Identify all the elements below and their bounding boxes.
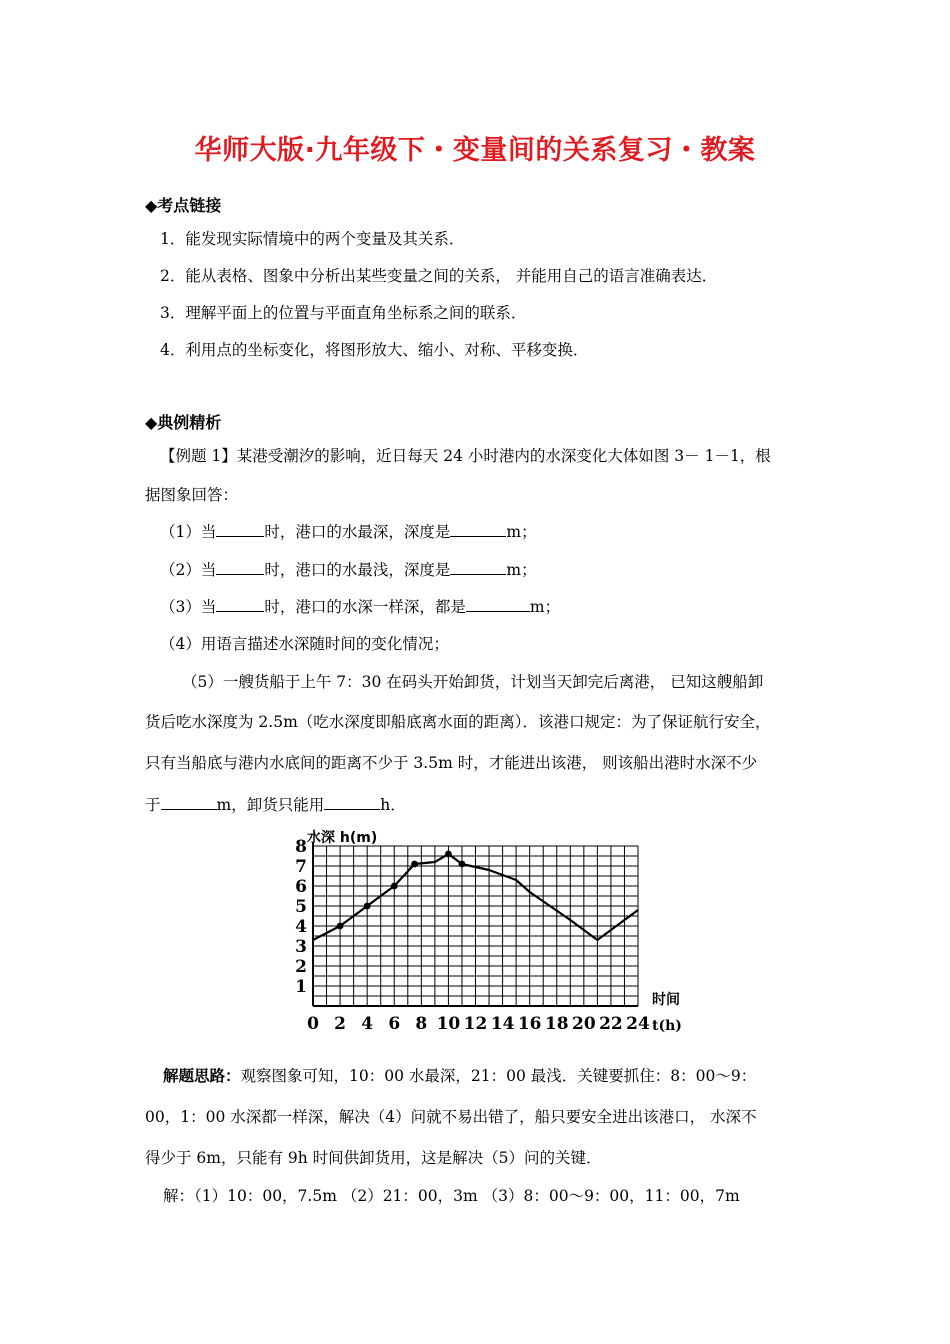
q5-part-a: 于 bbox=[145, 796, 161, 814]
x-tick-label: 2 bbox=[334, 1014, 347, 1034]
y-tick-label: 2 bbox=[295, 957, 307, 977]
x-tick-label: 6 bbox=[388, 1014, 401, 1034]
y-tick-label: 8 bbox=[295, 837, 307, 857]
q5-blank-depth bbox=[161, 795, 217, 810]
y-tick-label: 7 bbox=[295, 857, 307, 877]
question-5-line2: 货后吃水深度为 2.5m（吃水深度即船底离水面的距离）．该港口规定：为了保证航行安全， bbox=[145, 713, 771, 731]
answer-line1: 解：（1）10：00，7.5m （2）21：00，3m （3）8：00～9：00，11：00，7m bbox=[163, 1187, 740, 1205]
kaodian-item-4: 4．利用点的坐标变化，将图形放大、缩小、对称、平移变换． bbox=[160, 341, 589, 359]
q2-part-b: 时，港口的水最浅，深度是 bbox=[264, 561, 451, 579]
x-tick-label: 0 bbox=[307, 1014, 319, 1034]
q1-part-b: 时，港口的水最深，深度是 bbox=[264, 523, 451, 541]
y-axis-label: 水深 h(m) bbox=[307, 830, 378, 846]
analysis-line2: 00，1：00 水深都一样深，解决（4）问就不易出错了，船只要安全进出该港口， 水深不 bbox=[145, 1108, 757, 1126]
x-tick-label: 12 bbox=[463, 1014, 488, 1034]
water-depth-chart bbox=[285, 828, 695, 1038]
chart-grid bbox=[313, 846, 638, 1006]
x-tick-label: 24 bbox=[626, 1014, 650, 1034]
x-tick-label: 10 bbox=[436, 1014, 461, 1034]
y-tick-label: 1 bbox=[295, 977, 307, 997]
x-tick-label: 14 bbox=[490, 1014, 515, 1034]
q1-blank-depth bbox=[450, 522, 506, 537]
question-5-line4 bbox=[145, 795, 406, 815]
q3-part-b: 时，港口的水深一样深，都是 bbox=[264, 598, 466, 616]
q2-part-a: （2）当 bbox=[160, 561, 217, 579]
question-4: （4）用语言描述水深随时间的变化情况； bbox=[160, 635, 449, 653]
analysis-line3: 得少于 6m，只能有 9h 时间供卸货用，这是解决（5）问的关键． bbox=[145, 1149, 602, 1167]
page-title: 华师大版·九年级下・变量间的关系复习・教案 bbox=[194, 135, 756, 166]
q1-part-a: （1）当 bbox=[160, 523, 217, 541]
data-point bbox=[364, 903, 371, 910]
question-5-line1: （5）一艘货船于上午 7：30 在码头开始卸货，计划当天卸完后离港， 已知这艘船卸 bbox=[182, 673, 764, 691]
kaodian-item-1: 1．能发现实际情境中的两个变量及其关系． bbox=[160, 230, 465, 248]
data-point bbox=[445, 851, 452, 858]
q2-part-c: m； bbox=[506, 561, 537, 579]
x-tick-label: 18 bbox=[544, 1014, 569, 1034]
x-tick-label: 16 bbox=[517, 1014, 542, 1034]
q3-blank-depth bbox=[466, 597, 530, 612]
x-axis-label-line2: t(h) bbox=[652, 1018, 682, 1034]
example-intro-line2: 据图象回答： bbox=[145, 486, 239, 504]
section-heading-kaodian: ◆考点链接 bbox=[145, 196, 222, 215]
q1-part-c: m； bbox=[506, 523, 537, 541]
kaodian-item-2: 2．能从表格、图象中分析出某些变量之间的关系， 并能用自己的语言准确表达． bbox=[160, 267, 718, 285]
question-1 bbox=[160, 522, 537, 542]
q2-blank-time bbox=[216, 560, 264, 575]
q1-blank-time bbox=[216, 522, 264, 537]
kaodian-item-3: 3．理解平面上的位置与平面直角坐标系之间的联系． bbox=[160, 304, 527, 322]
y-tick-label: 3 bbox=[295, 937, 307, 957]
y-tick-label: 5 bbox=[295, 897, 307, 917]
y-tick-label: 6 bbox=[295, 877, 307, 897]
x-tick-label: 22 bbox=[599, 1014, 623, 1034]
analysis-line1 bbox=[163, 1066, 756, 1086]
analysis-text-1: 观察图象可知，10：00 水最深，21：00 最浅．关键要抓住：8：00～9： bbox=[240, 1067, 757, 1085]
x-tick-label: 4 bbox=[361, 1014, 374, 1034]
data-point bbox=[337, 923, 344, 930]
q5-part-c: h． bbox=[380, 796, 406, 814]
question-3 bbox=[160, 597, 560, 617]
q3-part-c: m； bbox=[529, 598, 561, 616]
q5-part-b: m，卸货只能用 bbox=[216, 796, 325, 814]
analysis-label: 解题思路： bbox=[163, 1066, 241, 1085]
data-point bbox=[459, 861, 466, 868]
question-2 bbox=[160, 560, 537, 580]
q3-part-a: （3）当 bbox=[160, 598, 217, 616]
q5-blank-hours bbox=[324, 795, 380, 810]
example-intro-line1: 【例题 1】某港受潮汐的影响，近日每天 24 小时港内的水深变化大体如图 3－ 1－1，根 bbox=[160, 447, 771, 465]
q3-blank-time bbox=[216, 597, 264, 612]
question-5-line3: 只有当船底与港内水底间的距离不少于 3.5m 时，才能进出该港， 则该船出港时水深不少 bbox=[145, 754, 758, 772]
y-tick-label: 4 bbox=[295, 917, 307, 937]
q2-blank-depth bbox=[450, 560, 506, 575]
x-tick-label: 20 bbox=[571, 1014, 596, 1034]
x-axis-label-line1: 时间 bbox=[652, 992, 680, 1008]
x-tick-label: 8 bbox=[415, 1014, 428, 1034]
section-heading-dianli: ◆典例精析 bbox=[145, 413, 222, 432]
data-point bbox=[391, 883, 398, 890]
data-point bbox=[411, 861, 418, 868]
